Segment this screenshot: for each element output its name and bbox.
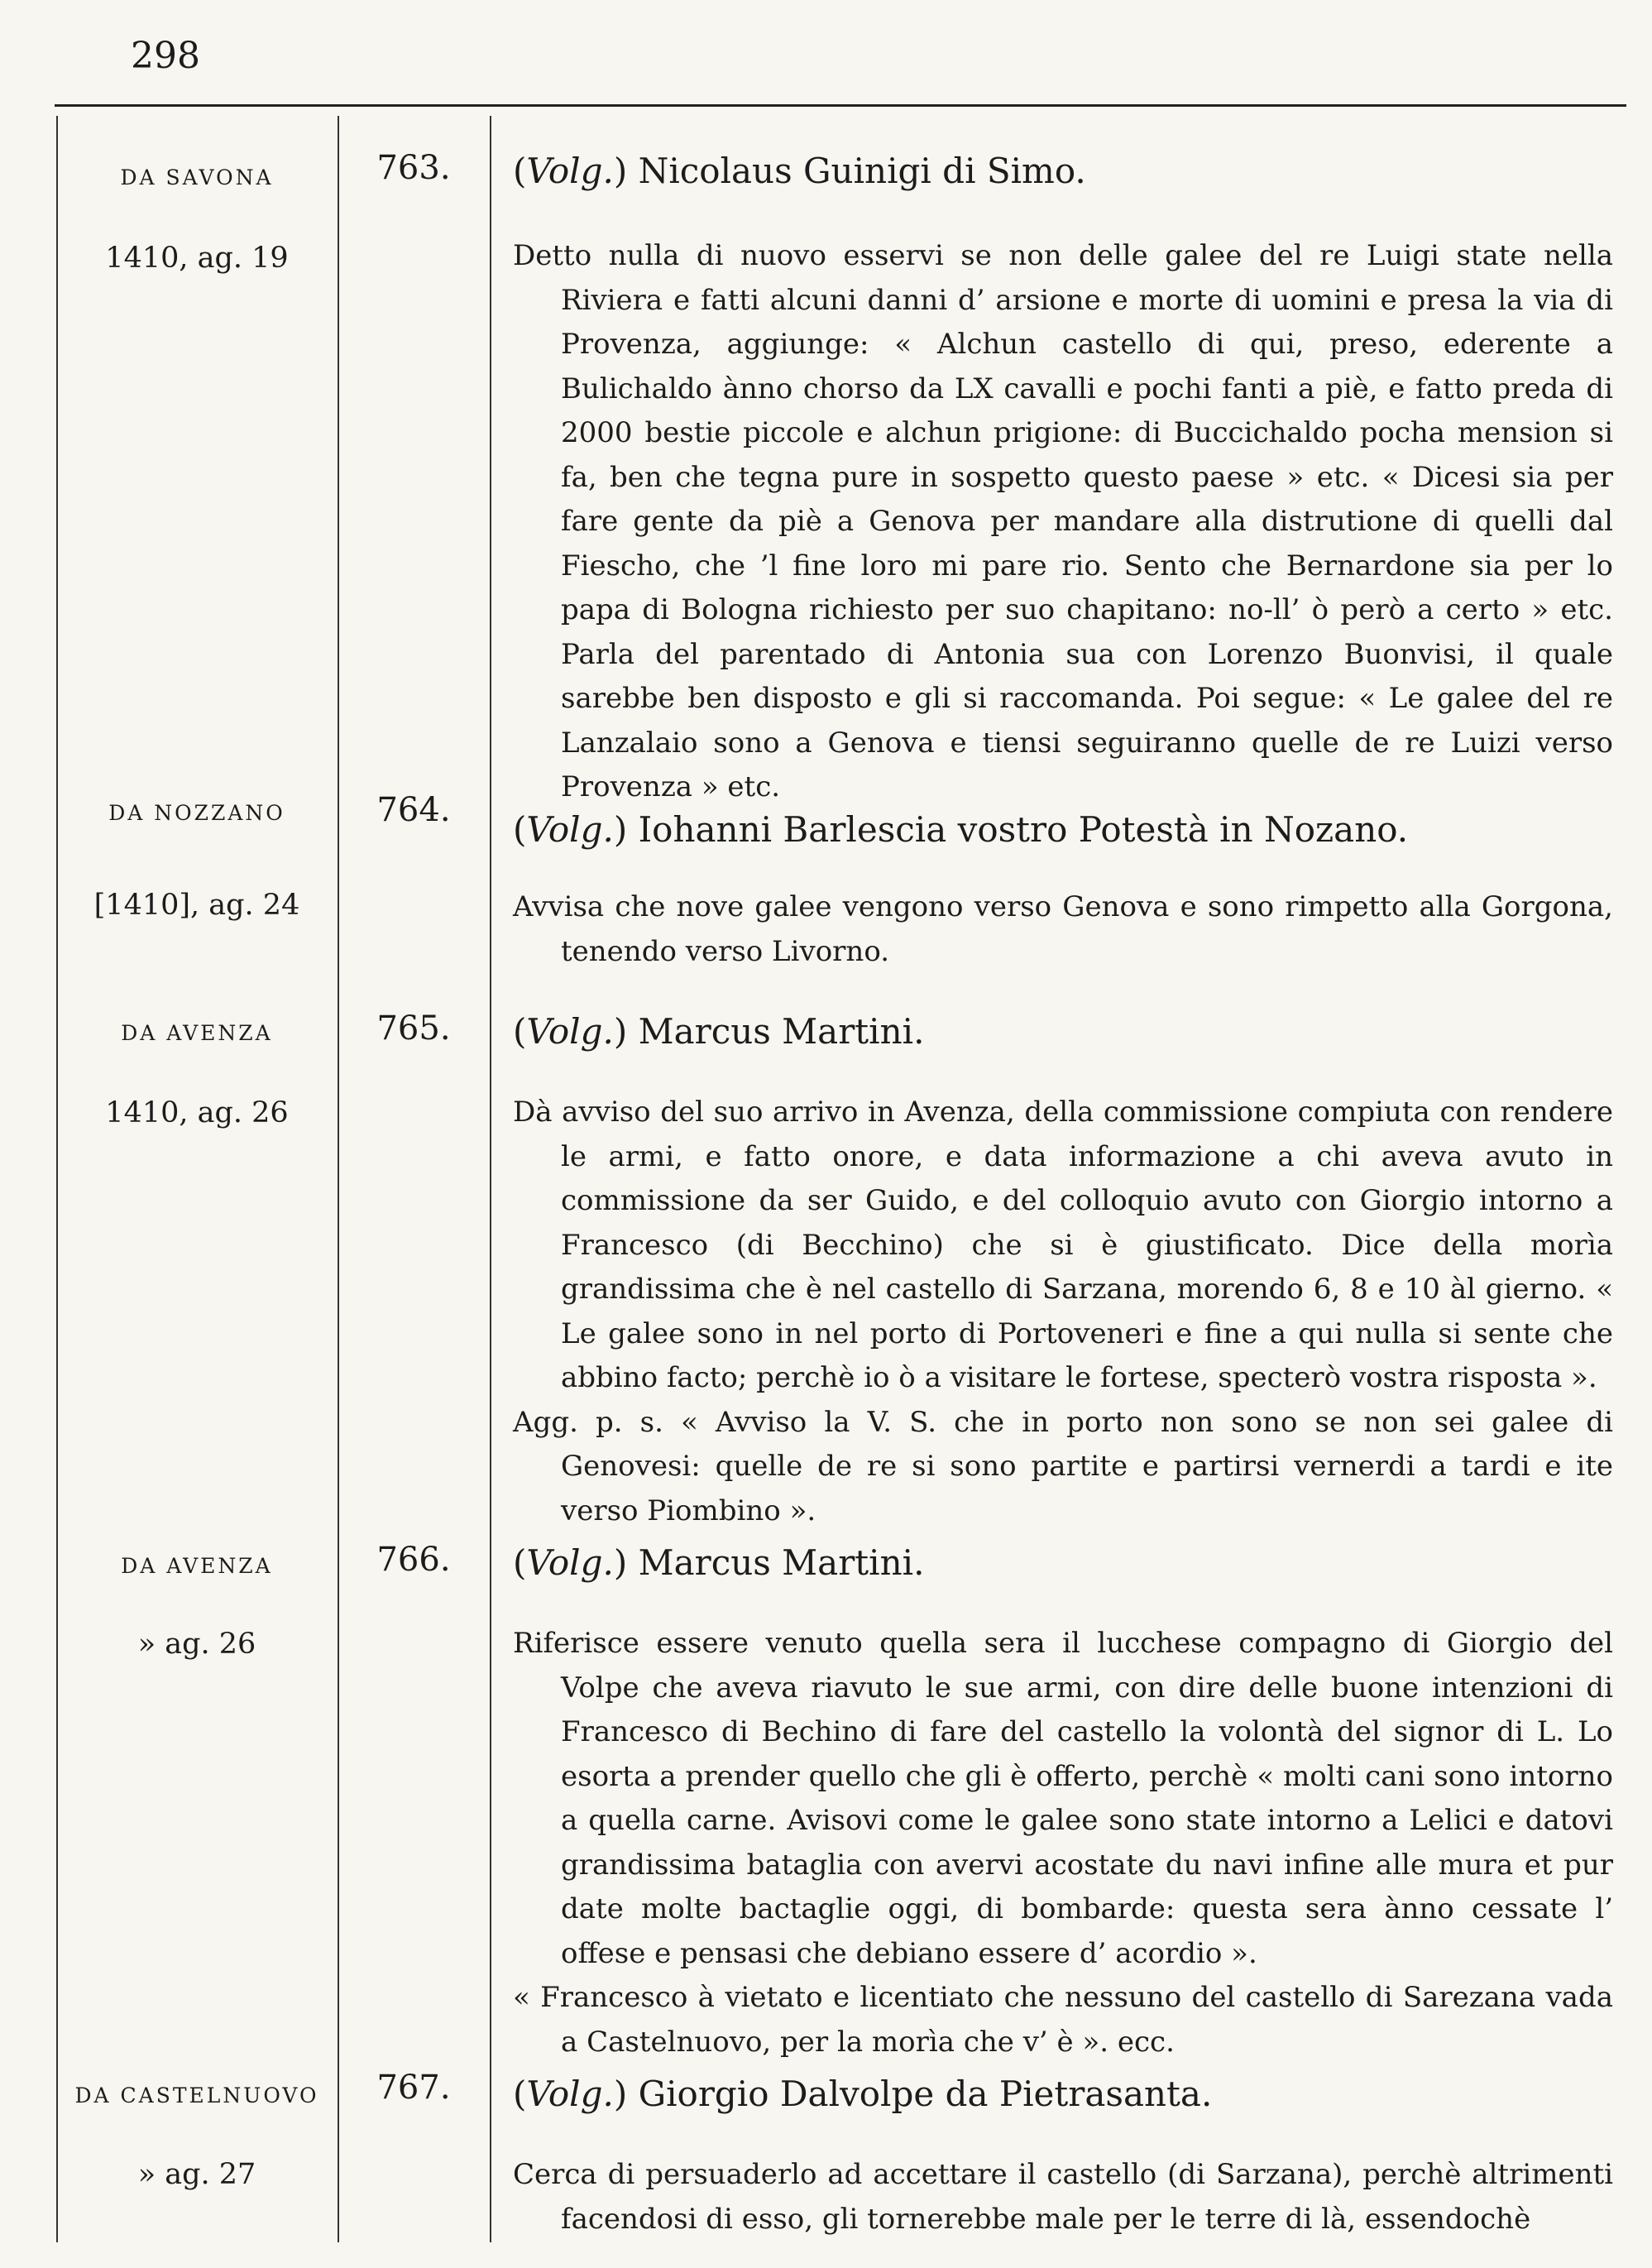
entry-heading: (Volg.) Nicolaus Guinigi di Simo. <box>513 151 1086 191</box>
volg-label: Volg. <box>526 2074 614 2114</box>
entry-body <box>513 1091 1613 1533</box>
entry-date: » ag. 26 <box>137 1628 256 1661</box>
entry-heading: (Volg.) Marcus Martini. <box>513 1542 925 1583</box>
volg-label: Volg. <box>526 1011 614 1052</box>
entry-sender: Marcus Martini. <box>638 1011 925 1052</box>
entry-sender: Nicolaus Guinigi di Simo. <box>638 151 1086 191</box>
entry-heading: (Volg.) Giorgio Dalvolpe da Pietrasanta. <box>513 2074 1213 2114</box>
entry-body <box>513 2153 1613 2242</box>
entry-paragraph: Agg. p. s. « Avviso la V. S. che in porto non sono se non sei galee di Genovesi: quelle de re si sono partite e partirsi vernerdi a tardi e ite verso Piombino ». <box>513 1405 1613 1527</box>
entry-sender: Iohanni Barlescia vostro Potestà in Nozano. <box>638 809 1409 850</box>
entry-number: 767. <box>376 2069 451 2107</box>
entry-sender: Giorgio Dalvolpe da Pietrasanta. <box>638 2074 1213 2114</box>
entry-sender: Marcus Martini. <box>638 1542 925 1583</box>
entry-date: [1410], ag. 24 <box>93 889 300 922</box>
entry-number: 765. <box>376 1009 451 1048</box>
entry-paragraph: Dà avviso del suo arrivo in Avenza, della commissione compiuta con rendere le armi, e fatto onore, e data informazione a chi aveva avuto in commissione da ser Guido, e del colloquio avuto con Giorgio intorno a Francesco (di Becchino) che si è giustificato. Dice della morìa grandissima che è nel castello di Sarzana, morendo 6, 8 e 10 àl gierno. « Le galee sono in nel porto di Portoveneri e fine a qui nulla si sente che abbino facto; perchè io ò a visitare le fortese, specterò vostra risposta ». <box>513 1096 1613 1394</box>
entry-body <box>513 1622 1613 2064</box>
entry-place: DA SAVONA <box>120 165 274 189</box>
entry-paragraph: Avvisa che nove galee vengono verso Genova e sono rimpetto alla Gorgona, tenendo verso Livorno. <box>513 890 1613 968</box>
entry-paragraph: Detto nulla di nuovo esservi se non delle galee del re Luigi state nella Riviera e fatti alcuni danni d’ arsione e morte di uomini e presa la via di Provenza, aggiunge: « Alchun castello di qui, preso, ederente a Bulichaldo ànno chorso da LX cavalli e pochi fanti a piè, e fatto preda di 2000 bestie piccole e alchun prigione: di Buccichaldo pocha mension si fa, ben che tegna pure in sospetto questo paese » etc. « Dicesi sia per fare gente da piè a Genova per mandare alla distrutione di quelli dal Fiescho, che ’l fine loro mi pare rio. Sento che Bernardone sia per lo papa di Bologna richiesto per suo chapitano: no-ll’ ò però a certo » etc. Parla del parentado di Antonia sua con Lorenzo Buonvisi, il quale sarebbe ben disposto e gli si raccomanda. Poi segue: « Le galee del re Lanzalaio sono a Genova e tiensi seguiranno quelle de re Luizi verso Provenza » etc. <box>513 239 1613 803</box>
volg-label: Volg. <box>526 809 614 850</box>
entry-number: 763. <box>376 149 451 187</box>
volg-label: Volg. <box>526 151 614 191</box>
entry-paragraph: Riferisce essere venuto quella sera il lucchese compagno di Giorgio del Volpe che aveva riavuto le sue armi, con dire delle buone intenzioni di Francesco di Bechino di fare del castello la volontà del signor di L. Lo esorta a prender quello che gli è offerto, perchè « molti cani sono intorno a quella carne. Avisovi come le galee sono state intorno a Lelici e datovi grandissima bataglia con avervi acostate du navi infine alle mura et pur date molte bactaglie oggi, di bombarde: questa sera ànno cessate l’ offese e pensasi che debiano essere d’ acordio ». <box>513 1627 1613 1970</box>
entry-place: DA CASTELNUOVO <box>74 2083 319 2107</box>
volg-label: Volg. <box>526 1542 614 1583</box>
entry-number: 766. <box>376 1541 451 1579</box>
entry-date: 1410, ag. 26 <box>105 1096 289 1129</box>
entry-paragraph: « Francesco à vietato e licentiato che nessuno del castello di Sarezana vada a Castelnuovo, per la morìa che v’ è ». ecc. <box>513 1981 1613 2059</box>
entry-paragraph: Cerca di persuaderlo ad accettare il castello (di Sarzana), perchè altrimenti facendosi di esso, gli tornerebbe male per le terre di là, essendochè <box>513 2158 1613 2236</box>
top-rule <box>55 104 1626 107</box>
entry-place: DA AVENZA <box>121 1021 273 1045</box>
entry-body <box>513 885 1613 974</box>
page-number: 298 <box>131 35 200 77</box>
entry-heading: (Volg.) Iohanni Barlescia vostro Potestà in Nozano. <box>513 809 1409 850</box>
entry-body <box>513 234 1613 810</box>
entry-date: 1410, ag. 19 <box>105 242 289 275</box>
entry-place: DA NOZZANO <box>108 801 285 825</box>
entry-place: DA AVENZA <box>121 1554 273 1578</box>
entry-number: 764. <box>376 791 451 829</box>
entry-date: » ag. 27 <box>137 2158 256 2191</box>
column-rule-left <box>56 116 58 2242</box>
entry-heading: (Volg.) Marcus Martini. <box>513 1011 925 1052</box>
column-rule-middle <box>338 116 339 2242</box>
column-rule-right <box>490 116 491 2242</box>
